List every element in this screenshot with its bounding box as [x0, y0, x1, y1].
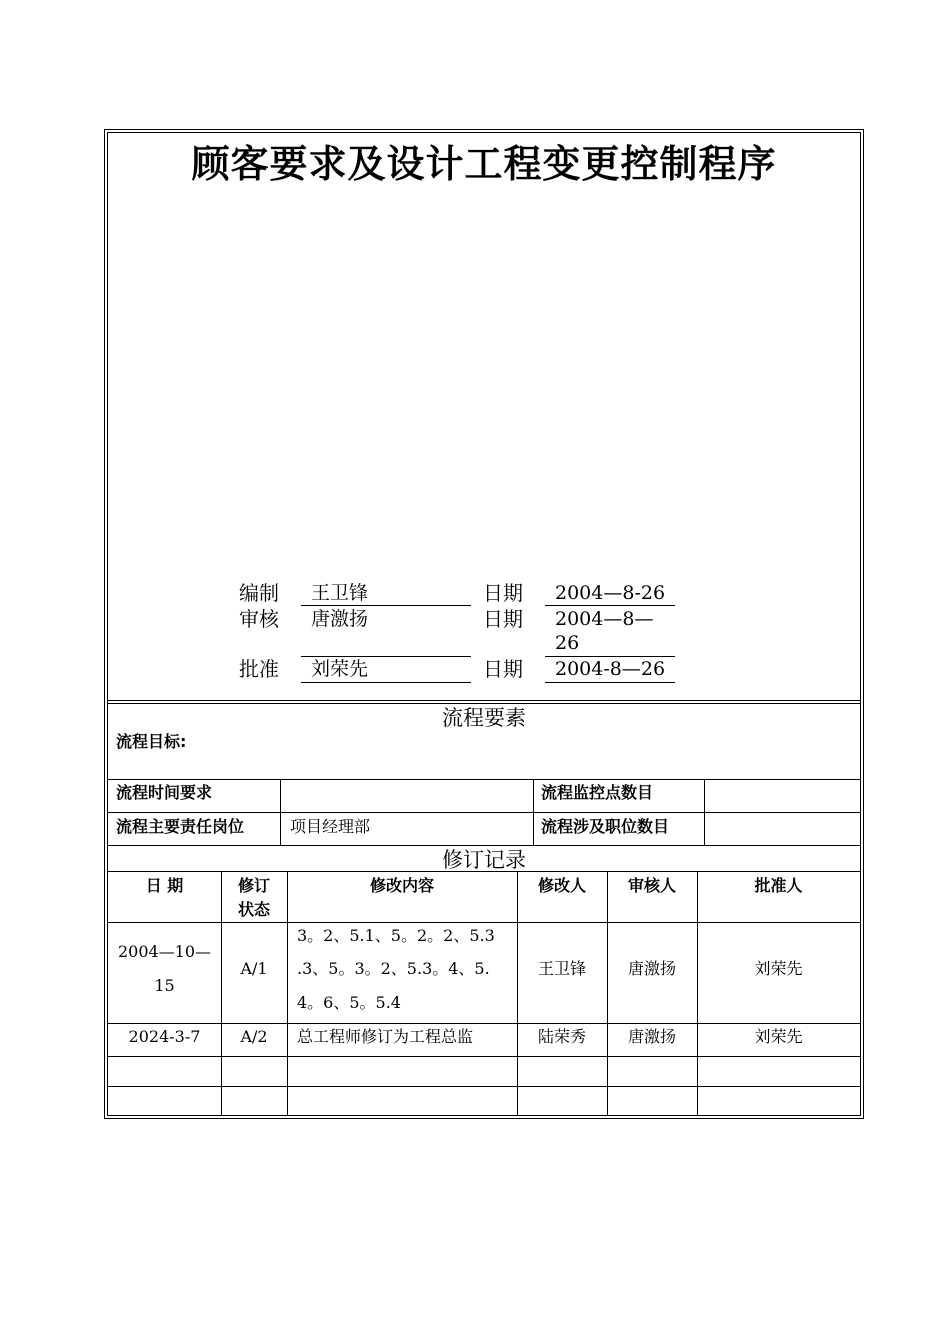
positions-count-label: 流程涉及职位数目: [541, 817, 670, 836]
rev2-modifier: 陆荣秀: [537, 1027, 586, 1046]
col-divider: [517, 871, 518, 1115]
row-divider: [108, 922, 860, 923]
document-frame-inner: [107, 132, 861, 1116]
rev-header-status-line2: 状态: [237, 900, 270, 919]
rev1-date-line2: 15: [154, 976, 175, 995]
rev-header-content: 修改内容: [369, 876, 434, 895]
row-divider: [108, 1023, 860, 1024]
col-divider: [607, 871, 608, 1115]
compiled-by-label: 编制: [239, 581, 279, 605]
reviewed-date-line2: 26: [555, 632, 580, 654]
rev-header-modifier: 修改人: [537, 876, 586, 895]
compiled-date-label: 日期: [483, 581, 523, 605]
approved-by-label: 批准: [239, 657, 279, 681]
approved-date-underline: [545, 682, 675, 683]
section-divider: [108, 700, 860, 704]
process-elements-title: 流程要素: [442, 706, 526, 730]
rev2-date: 2024-3-7: [128, 1027, 201, 1046]
col-divider: [697, 871, 698, 1115]
rev1-content-line2: .3、5。3。2、5.3。4、5.: [297, 959, 490, 978]
rev1-approver: 刘荣先: [754, 959, 803, 978]
rev2-status: A/2: [240, 1027, 268, 1046]
reviewed-date-line1: 2004—8—: [555, 608, 654, 630]
row-divider: [108, 1056, 860, 1057]
process-goal-label: 流程目标:: [116, 732, 187, 751]
rev1-content-line1: 3。2、5.1、5。2。2、5.3: [297, 926, 495, 945]
compiled-date-underline: [545, 605, 675, 606]
approved-date: 2004-8—26: [555, 658, 666, 680]
row-divider: [108, 779, 860, 780]
revision-title: 修订记录: [442, 848, 526, 872]
approved-by-underline: [301, 682, 471, 683]
rev1-date-line1: 2004—10—: [117, 942, 212, 961]
row-divider: [108, 1086, 860, 1087]
rev-header-approver: 批准人: [754, 876, 803, 895]
rev-header-status-line1: 修订: [237, 876, 270, 895]
rev-header-reviewer: 审核人: [627, 876, 676, 895]
rev1-modifier: 王卫锋: [537, 959, 586, 978]
rev2-reviewer: 唐激扬: [627, 1027, 676, 1046]
reviewed-date-label: 日期: [483, 607, 523, 631]
document-title: 顾客要求及设计工程变更控制程序: [191, 142, 777, 186]
compiled-by-underline: [301, 605, 471, 606]
reviewed-by-label: 审核: [239, 607, 279, 631]
process-time-label: 流程时间要求: [116, 783, 213, 802]
main-resp-label: 流程主要责任岗位: [116, 817, 245, 836]
col-divider: [287, 871, 288, 1115]
rev2-approver: 刘荣先: [754, 1027, 803, 1046]
reviewed-by-name: 唐激扬: [311, 608, 369, 630]
compiled-date: 2004—8-26: [555, 582, 666, 604]
monitor-points-label: 流程监控点数目: [541, 783, 654, 802]
compiled-by-name: 王卫锋: [311, 582, 369, 604]
main-resp-value: 项目经理部: [290, 817, 371, 836]
rev1-content-line3: 4。6、5。5.4: [297, 993, 401, 1012]
document-frame: [104, 129, 864, 1119]
row-divider: [108, 845, 860, 846]
approved-date-label: 日期: [483, 657, 523, 681]
rev-header-date: 日 期: [145, 876, 184, 895]
approved-by-name: 刘荣先: [311, 658, 369, 680]
rev2-content: 总工程师修订为工程总监: [297, 1027, 474, 1046]
row-divider: [108, 812, 860, 813]
rev1-reviewer: 唐激扬: [627, 959, 676, 978]
rev1-status: A/1: [240, 959, 268, 978]
